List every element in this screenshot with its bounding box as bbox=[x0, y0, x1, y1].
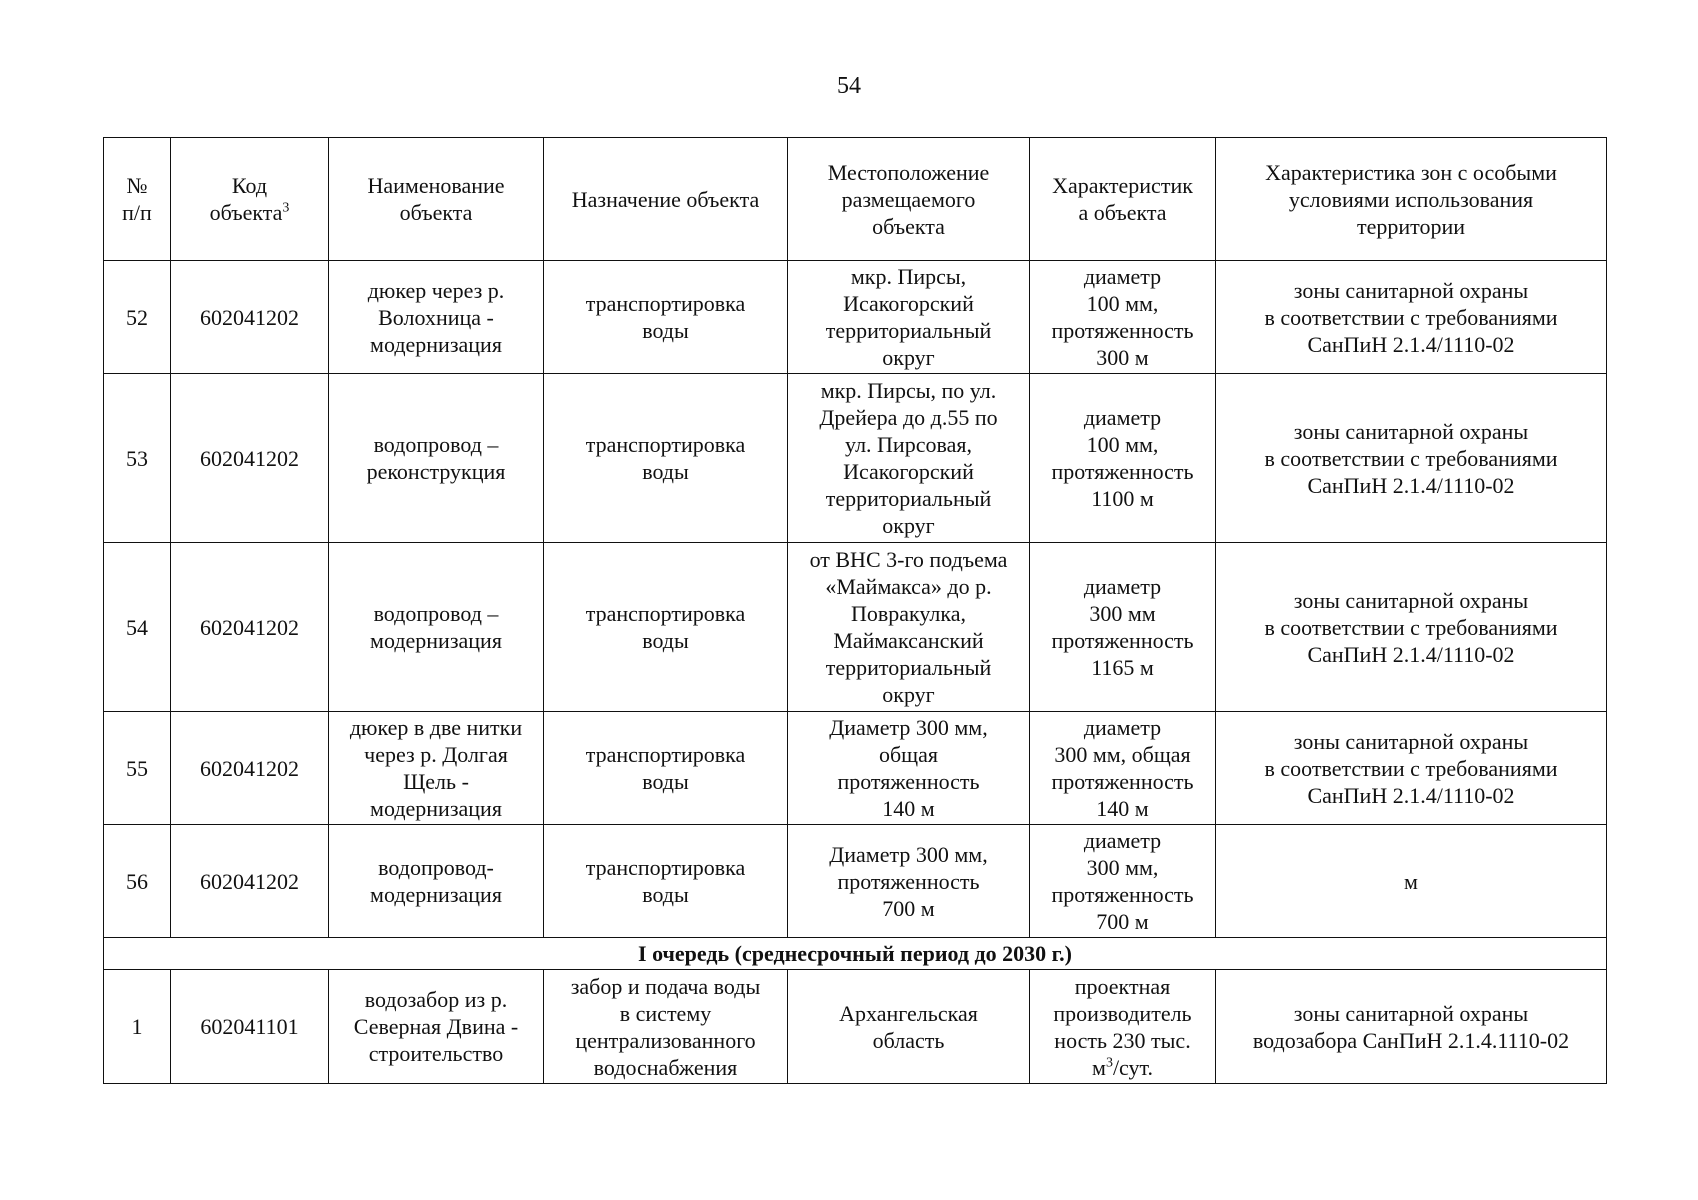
cell-location: Диаметр 300 мм, общая протяженность 140 м bbox=[788, 712, 1030, 825]
cell-zones: зоны санитарной охраны в соответствии с требованиями СанПиН 2.1.4/1110-02 bbox=[1216, 374, 1607, 543]
cell-characteristics: диаметр 300 мм, общая протяженность 140 м bbox=[1030, 712, 1216, 825]
cell-code: 602041202 bbox=[171, 374, 329, 543]
cell-location: Архангельская область bbox=[788, 970, 1030, 1084]
cell-zones: м bbox=[1216, 825, 1607, 938]
cell-num: 53 bbox=[104, 374, 171, 543]
table-header-row bbox=[104, 138, 1607, 261]
cell-purpose: транспортировка воды bbox=[544, 543, 788, 712]
cell-zones: зоны санитарной охраны в соответствии с требованиями СанПиН 2.1.4/1110-02 bbox=[1216, 543, 1607, 712]
cell-zones: зоны санитарной охраны водозабора СанПиН 2.1.4.1110-02 bbox=[1216, 970, 1607, 1084]
table-row bbox=[104, 970, 1607, 1084]
cell-code: 602041202 bbox=[171, 261, 329, 374]
header-zones: Характеристика зон с особыми условиями использования территории bbox=[1216, 138, 1607, 261]
cell-zones: зоны санитарной охраны в соответствии с требованиями СанПиН 2.1.4/1110-02 bbox=[1216, 261, 1607, 374]
cell-purpose: транспортировка воды bbox=[544, 261, 788, 374]
cell-name: водопровод – модернизация bbox=[329, 543, 544, 712]
cell-characteristics bbox=[1030, 970, 1216, 1084]
cell-code: 602041202 bbox=[171, 712, 329, 825]
header-characteristics: Характеристик а объекта bbox=[1030, 138, 1216, 261]
header-name: Наименование объекта bbox=[329, 138, 544, 261]
table-row bbox=[104, 543, 1607, 712]
table-row bbox=[104, 712, 1607, 825]
cell-num: 52 bbox=[104, 261, 171, 374]
cell-name: дюкер через р. Волохница - модернизация bbox=[329, 261, 544, 374]
cell-location: мкр. Пирсы, Исакогорский территориальный округ bbox=[788, 261, 1030, 374]
characteristics-unit: /сут. bbox=[1112, 1054, 1153, 1080]
cell-location: мкр. Пирсы, по ул. Дрейера до д.55 по ул. Пирсовая, Исакогорский территориальный округ bbox=[788, 374, 1030, 543]
cell-name: водопровод – реконструкция bbox=[329, 374, 544, 543]
table-row bbox=[104, 374, 1607, 543]
header-code-footnote: 3 bbox=[282, 200, 290, 216]
cell-purpose: забор и подача воды в систему централизованного водоснабжения bbox=[544, 970, 788, 1084]
cell-name: дюкер в две нитки через р. Долгая Щель - модернизация bbox=[329, 712, 544, 825]
characteristics-text: проектная производитель ность 230 тыс. м bbox=[1053, 973, 1192, 1080]
cell-location: от ВНС 3-го подъема «Маймакса» до р. Повракулка, Маймаксанский территориальный округ bbox=[788, 543, 1030, 712]
header-code-text: Код объекта bbox=[209, 173, 283, 225]
cell-location: Диаметр 300 мм, протяженность 700 м bbox=[788, 825, 1030, 938]
cell-num: 1 bbox=[104, 970, 171, 1084]
cell-name: водозабор из р. Северная Двина - строительство bbox=[329, 970, 544, 1084]
cell-code: 602041101 bbox=[171, 970, 329, 1084]
cell-characteristics: диаметр 300 мм, протяженность 700 м bbox=[1030, 825, 1216, 938]
header-purpose: Назначение объекта bbox=[544, 138, 788, 261]
cell-zones: зоны санитарной охраны в соответствии с требованиями СанПиН 2.1.4/1110-02 bbox=[1216, 712, 1607, 825]
cell-num: 55 bbox=[104, 712, 171, 825]
cell-characteristics: диаметр 100 мм, протяженность 300 м bbox=[1030, 261, 1216, 374]
cell-code: 602041202 bbox=[171, 825, 329, 938]
header-code bbox=[171, 138, 329, 261]
table-row bbox=[104, 825, 1607, 938]
page-number: 54 bbox=[837, 73, 861, 99]
cell-purpose: транспортировка воды bbox=[544, 374, 788, 543]
objects-table bbox=[103, 137, 1607, 1084]
cell-characteristics: диаметр 100 мм, протяженность 1100 м bbox=[1030, 374, 1216, 543]
table-row bbox=[104, 261, 1607, 374]
cell-purpose: транспортировка воды bbox=[544, 712, 788, 825]
cell-num: 54 bbox=[104, 543, 171, 712]
section-title: I очередь (среднесрочный период до 2030 г.) bbox=[104, 938, 1607, 970]
cell-name: водопровод- модернизация bbox=[329, 825, 544, 938]
header-location: Местоположение размещаемого объекта bbox=[788, 138, 1030, 261]
section-header-row bbox=[104, 938, 1607, 970]
cell-characteristics: диаметр 300 мм протяженность 1165 м bbox=[1030, 543, 1216, 712]
header-num: № п/п bbox=[104, 138, 171, 261]
characteristics-superscript: 3 bbox=[1105, 1055, 1113, 1071]
cell-purpose: транспортировка воды bbox=[544, 825, 788, 938]
cell-num: 56 bbox=[104, 825, 171, 938]
cell-code: 602041202 bbox=[171, 543, 329, 712]
